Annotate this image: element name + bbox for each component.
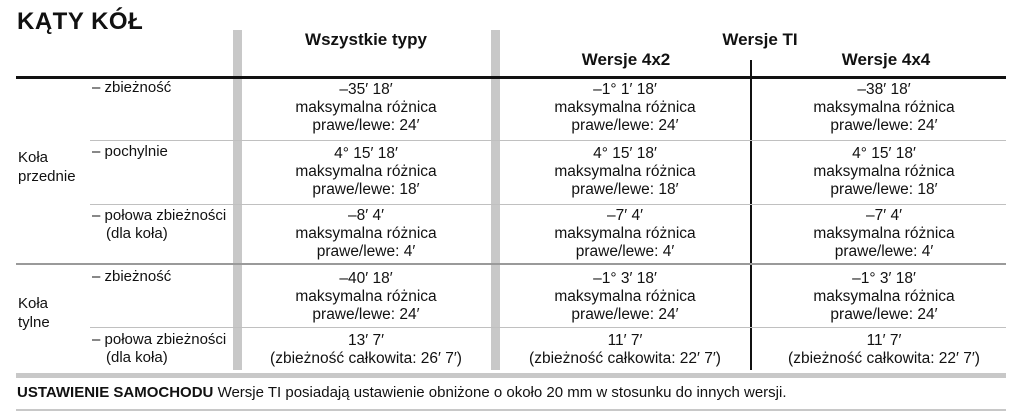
page-title: KĄTY KÓŁ: [17, 8, 144, 35]
group-label-rear: Koła tylne: [18, 295, 50, 331]
footer-label: USTAWIENIE SAMOCHODU: [17, 384, 214, 401]
ti-column-divider: [750, 60, 752, 370]
table-cell: –7′ 4′ maksymalna różnica prawe/lewe: 4′: [554, 207, 696, 260]
param-label: – zbieżność: [92, 268, 172, 285]
header-all-types: Wszystkie typy: [305, 30, 427, 49]
row-separator: [90, 204, 1006, 205]
header-ti-4x2: Wersje 4x2: [581, 50, 671, 69]
param-label: – zbieżność: [92, 79, 172, 96]
row-separator: [90, 327, 1006, 328]
table-cell: –7′ 4′ maksymalna różnica prawe/lewe: 4′: [813, 207, 955, 260]
param-label: – połowa zbieżności (dla koła): [92, 331, 227, 366]
row-separator: [90, 140, 1006, 141]
header-ti: Wersje TI: [722, 30, 798, 49]
table-cell: 11′ 7′ (zbieżność całkowita: 22′ 7′): [788, 332, 980, 367]
bottom-rule: [16, 409, 1006, 411]
table-cell: –38′ 18′ maksymalna różnica prawe/lewe: 24′: [813, 81, 955, 134]
table-cell: 13′ 7′ (zbieżność całkowita: 26′ 7′): [270, 332, 462, 367]
header-ti-4x4: Wersje 4x4: [841, 50, 931, 69]
table-cell: –8′ 4′ maksymalna różnica prawe/lewe: 4′: [295, 207, 437, 260]
group-separator: [16, 263, 1006, 265]
group-label-front: Koła przednie: [18, 149, 76, 185]
column-divider-bar: [233, 30, 242, 370]
table-cell: –40′ 18′ maksymalna różnica prawe/lewe: 24′: [295, 270, 437, 323]
table-cell: –1° 3′ 18′ maksymalna różnica prawe/lewe: 24′: [813, 270, 955, 323]
footer-rule: [16, 373, 1006, 378]
column-divider-bar: [491, 30, 500, 370]
footer-text: Wersje TI posiadają ustawienie obniżone o około 20 mm w stosunku do innych wersji.: [217, 384, 787, 401]
table-cell: 4° 15′ 18′ maksymalna różnica prawe/lewe: 18′: [813, 145, 955, 198]
table-cell: 4° 15′ 18′ maksymalna różnica prawe/lewe: 18′: [295, 145, 437, 198]
footer-note: [17, 384, 787, 401]
table-cell: –1° 1′ 18′ maksymalna różnica prawe/lewe: 24′: [554, 81, 696, 134]
param-label: – pochylnie: [92, 143, 168, 160]
table-cell: 4° 15′ 18′ maksymalna różnica prawe/lewe: 18′: [554, 145, 696, 198]
table-cell: –35′ 18′ maksymalna różnica prawe/lewe: 24′: [295, 81, 437, 134]
table-cell: –1° 3′ 18′ maksymalna różnica prawe/lewe: 24′: [554, 270, 696, 323]
param-label: – połowa zbieżności (dla koła): [92, 207, 227, 242]
table-cell: 11′ 7′ (zbieżność całkowita: 22′ 7′): [529, 332, 721, 367]
